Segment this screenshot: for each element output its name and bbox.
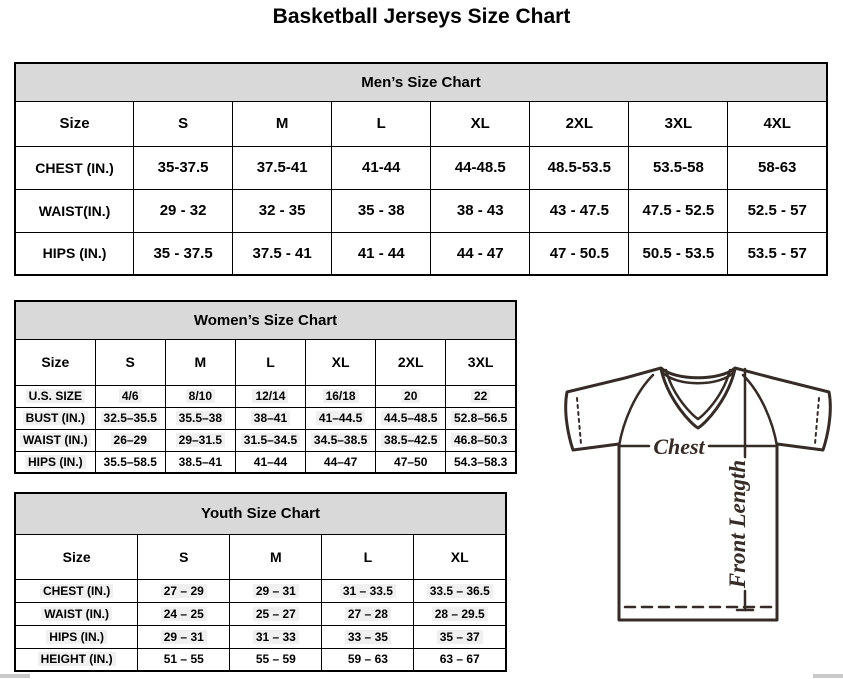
table-cell: 51 – 55 [138,648,230,671]
table-row [15,648,506,671]
table-cell: 41-44 [332,146,431,189]
table-cell: 29–31.5 [165,429,235,451]
table-cell: 50.5 - 53.5 [629,232,728,275]
table-cell: 29 – 31 [230,579,322,602]
table-cell: 12/14 [235,385,305,407]
table-cell: 34.5–38.5 [306,429,376,451]
table-cell: 8/10 [165,385,235,407]
table-cell: 33 – 35 [322,625,414,648]
horizontal-scrollbar-fragment-left[interactable] [0,674,30,678]
table-cell: 47–50 [376,451,446,473]
table-row [15,339,516,385]
row-label: WAIST (IN.) [15,602,138,625]
table-row [15,451,516,473]
table-cell: 44–47 [306,451,376,473]
row-label: BUST (IN.) [15,407,95,429]
column-header: 3XL [629,101,728,146]
table-cell: 27 – 29 [138,579,230,602]
column-header: L [235,339,305,385]
table-cell: 26–29 [95,429,165,451]
table-cell: 47 - 50.5 [530,232,629,275]
table-cell: 31 – 33 [230,625,322,648]
column-header: M [233,101,332,146]
column-header: Size [15,101,134,146]
column-header: 4XL [728,101,827,146]
table-cell: 58-63 [728,146,827,189]
column-header: 2XL [530,101,629,146]
column-header: XL [414,534,506,579]
table-cell: 29 – 31 [138,625,230,648]
column-header: 3XL [446,339,516,385]
column-header: S [134,101,233,146]
table-cell: 53.5 - 57 [728,232,827,275]
womens-chart-title: Women’s Size Chart [15,301,516,339]
page-title: Basketball Jerseys Size Chart [272,5,571,28]
table-cell: 31 – 33.5 [322,579,414,602]
table-cell: 32.5–35.5 [95,407,165,429]
table-cell: 52.8–56.5 [446,407,516,429]
table-cell: 54.3–58.3 [446,451,516,473]
column-header: S [138,534,230,579]
table-row [15,429,516,451]
row-label: CHEST (IN.) [15,579,138,602]
row-label: U.S. SIZE [15,385,95,407]
row-label: HIPS (IN.) [15,625,138,648]
row-label: WAIST (IN.) [15,429,95,451]
row-label: CHEST (IN.) [15,146,134,189]
jersey-measurement-diagram [555,358,843,663]
table-cell: 32 - 35 [233,189,332,232]
table-cell: 31.5–34.5 [235,429,305,451]
column-header: XL [431,101,530,146]
table-cell: 24 – 25 [138,602,230,625]
table-row [15,625,506,648]
column-header: 2XL [376,339,446,385]
table-cell: 35.5–58.5 [95,451,165,473]
column-header: S [95,339,165,385]
table-cell: 47.5 - 52.5 [629,189,728,232]
front-length-measurement-label: Front Length [725,459,750,589]
table-cell: 38–41 [235,407,305,429]
table-cell: 22 [446,385,516,407]
table-cell: 25 – 27 [230,602,322,625]
column-header: XL [306,339,376,385]
table-cell: 16/18 [306,385,376,407]
table-row [15,232,827,275]
table-cell: 28 – 29.5 [414,602,506,625]
table-cell: 35.5–38 [165,407,235,429]
table-cell: 35 – 37 [414,625,506,648]
table-cell: 63 – 67 [414,648,506,671]
column-header: Size [15,534,138,579]
youth-chart-title: Youth Size Chart [15,493,506,534]
table-row [15,602,506,625]
chest-measurement-label: Chest [653,434,705,459]
column-header: M [230,534,322,579]
row-label: HIPS (IN.) [15,232,134,275]
table-cell: 46.8–50.3 [446,429,516,451]
table-cell: 38 - 43 [431,189,530,232]
mens-chart-title: Men’s Size Chart [15,63,827,101]
column-header: L [322,534,414,579]
table-cell: 4/6 [95,385,165,407]
horizontal-scrollbar-fragment-right[interactable] [813,674,843,678]
jersey-outline-icon [566,368,831,620]
table-cell: 37.5 - 41 [233,232,332,275]
table-cell: 37.5-41 [233,146,332,189]
table-cell: 44.5–48.5 [376,407,446,429]
row-label: WAIST(IN.) [15,189,134,232]
table-cell: 27 – 28 [322,602,414,625]
table-cell: 44-48.5 [431,146,530,189]
table-cell: 44 - 47 [431,232,530,275]
table-cell: 41–44 [235,451,305,473]
mens-size-chart-table [14,62,828,276]
womens-size-chart-table [14,300,517,474]
youth-size-chart-table [14,492,507,672]
table-cell: 59 – 63 [322,648,414,671]
table-cell: 38.5–42.5 [376,429,446,451]
table-row [15,534,506,579]
table-cell: 29 - 32 [134,189,233,232]
table-cell: 38.5–41 [165,451,235,473]
column-header: Size [15,339,95,385]
table-cell: 35 - 37.5 [134,232,233,275]
table-cell: 48.5-53.5 [530,146,629,189]
table-row [15,385,516,407]
table-cell: 35 - 38 [332,189,431,232]
table-cell: 43 - 47.5 [530,189,629,232]
column-header: M [165,339,235,385]
table-cell: 55 – 59 [230,648,322,671]
row-label: HIPS (IN.) [15,451,95,473]
table-row [15,579,506,602]
table-cell: 33.5 – 36.5 [414,579,506,602]
table-row [15,101,827,146]
row-label: HEIGHT (IN.) [15,648,138,671]
table-cell: 41–44.5 [306,407,376,429]
table-cell: 53.5-58 [629,146,728,189]
table-cell: 35-37.5 [134,146,233,189]
table-cell: 52.5 - 57 [728,189,827,232]
column-header: L [332,101,431,146]
table-cell: 41 - 44 [332,232,431,275]
table-cell: 20 [376,385,446,407]
table-row [15,146,827,189]
table-row [15,407,516,429]
table-row [15,189,827,232]
